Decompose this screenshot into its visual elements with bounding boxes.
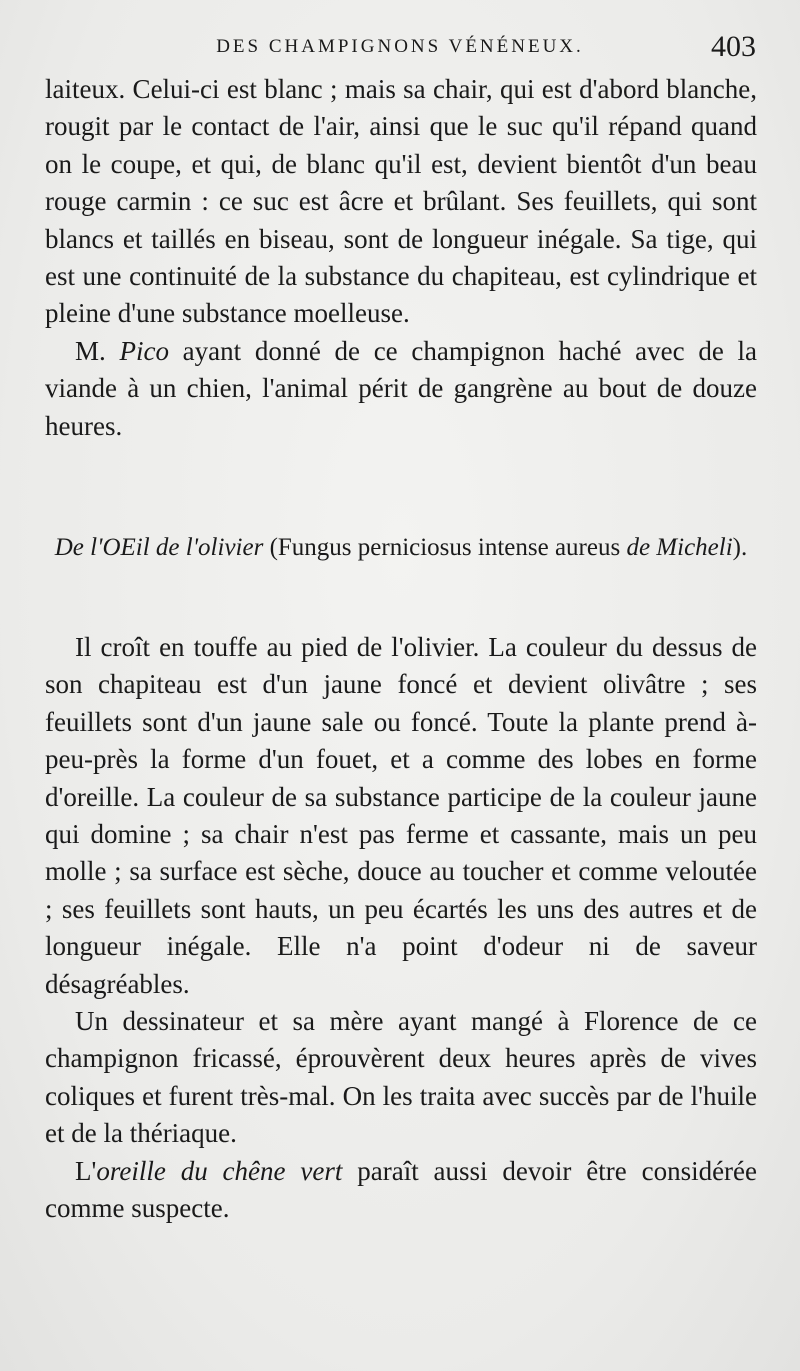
section-latin-name: (Fungus perniciosus intense aureus	[269, 534, 621, 561]
page-header	[0, 30, 800, 70]
section-author: de Micheli	[626, 534, 733, 561]
section-heading	[45, 530, 757, 566]
person-name: Pico	[119, 335, 169, 366]
species-name: oreille du chêne vert	[96, 1155, 343, 1186]
section-close: ).	[732, 534, 748, 561]
paragraph-olivier: Il croît en touffe au pied de l'olivier. La couleur du dessus de son chapiteau est d'un jaune foncé et devient olivâtre ; ses feuillets sont d'un jaune sale ou foncé. Toute la plante prend à-peu-près la forme d'un fouet, et a comme des lobes en forme d'oreille. La couleur de sa substance participe de la couleur jaune qui domine ; sa chair n'est pas ferme et cassante, mais un peu molle ; sa surface est sèche, douce au toucher et comme veloutée ; ses feuillets sont hauts, un peu écartés les uns des autres et de longueur inégale. Elle n'a point d'odeur ni de saveur désagréables.	[45, 632, 757, 999]
text-block-1	[45, 71, 757, 445]
paragraph-chene-start: L'	[75, 1155, 97, 1186]
section-title: De l'OEil de l'olivier	[54, 534, 264, 561]
paragraph-chene	[45, 1153, 757, 1228]
paragraph-dessinateur: Un dessinateur et sa mère ayant mangé à Florence de ce champignon fricassé, éprouvèrent deux heures après de vives coliques et furent très-mal. On les traita avec succès par de l'huile et de la thériaque.	[45, 1006, 757, 1149]
running-head: DES CHAMPIGNONS VÉNÉNEUX.	[216, 36, 584, 57]
page-number: 403	[711, 30, 756, 63]
paragraph-pico-rest: ayant donné de ce champignon haché avec de la viande à un chien, l'animal périt de gangrène au bout de douze heures.	[45, 335, 758, 441]
text-block-2	[45, 629, 757, 1228]
paragraph-pico-start: M.	[75, 335, 106, 366]
paragraph-pico	[45, 333, 757, 445]
paragraph-lait: laiteux. Celui-ci est blanc ; mais sa chair, qui est d'abord blanche, rougit par le contact de l'air, ainsi que le suc qu'il répand quand on le coupe, et qui, de blanc qu'il est, devient bientôt d'un beau rouge carmin : ce suc est âcre et brûlant. Ses feuillets, qui sont blancs et taillés en biseau, sont de longueur inégale. Sa tige, qui est une continuité de la substance du chapiteau, est cylindrique et pleine d'une substance moelleuse.	[45, 74, 757, 329]
paragraph-chene-rest: paraît aussi devoir être considérée comme suspecte.	[45, 1155, 758, 1224]
